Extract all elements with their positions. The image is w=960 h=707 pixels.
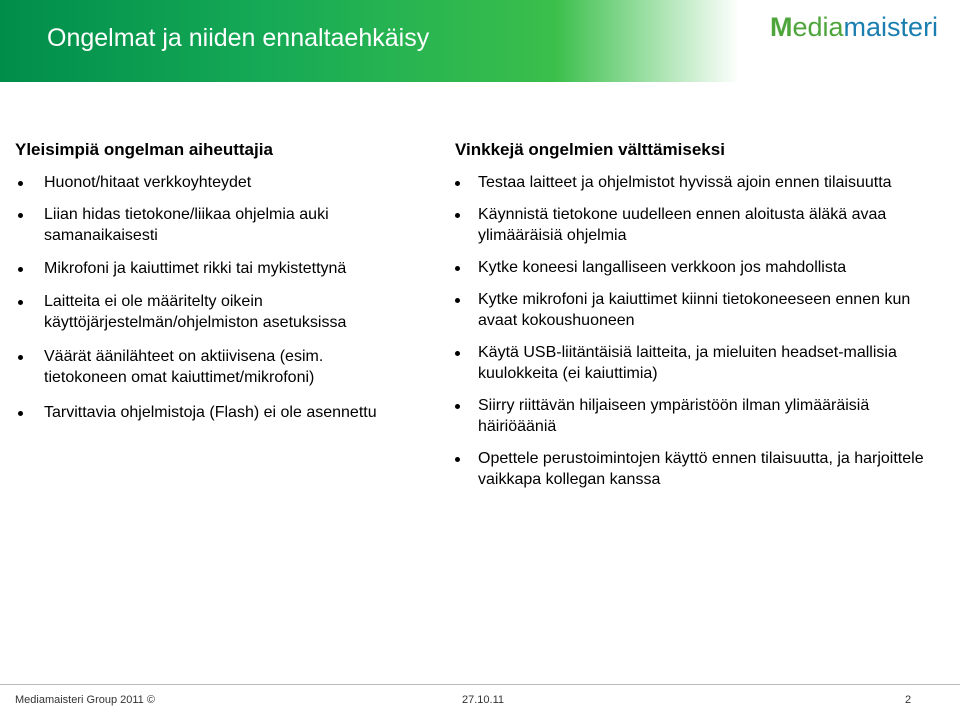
list-item-text: Siirry riittävän hiljaiseen ympäristöön ilman ylimääräisiä häiriöääniä	[478, 397, 870, 435]
list-item-text: Mikrofoni ja kaiuttimet rikki tai mykistettynä	[44, 260, 347, 277]
causes-list	[15, 172, 410, 423]
bullet-icon	[455, 266, 460, 271]
bullet-icon	[455, 351, 460, 356]
right-column-heading: Vinkkejä ongelmien välttämiseksi	[455, 140, 725, 159]
footer-page-number: 2	[905, 694, 912, 706]
list-item	[15, 258, 410, 279]
bullet-icon	[455, 457, 460, 462]
left-column	[15, 139, 410, 436]
footer-copyright: Mediamaisteri Group 2011 ©	[15, 694, 155, 706]
bullet-icon	[455, 298, 460, 303]
list-item	[455, 257, 935, 278]
list-item	[15, 204, 410, 246]
title-bar	[0, 0, 740, 82]
list-item-text: Käytä USB-liitäntäisiä laitteita, ja mieluiten headset-mallisia kuulokkeita (ei kaiuttimia)	[478, 344, 897, 382]
list-item	[15, 346, 410, 388]
right-column	[455, 139, 935, 501]
footer-divider	[0, 684, 960, 685]
mediamaisteri-logo	[770, 12, 938, 48]
list-item	[455, 172, 935, 193]
list-item	[15, 172, 410, 193]
list-item-text: Opettele perustoimintojen käyttö ennen tilaisuutta, ja harjoittele vaikkapa kollegan kanssa	[478, 450, 924, 488]
slide-title: Ongelmat ja niiden ennaltaehkäisy	[47, 24, 430, 52]
logo-letter-m: M	[770, 12, 793, 42]
list-item	[455, 204, 935, 246]
list-item-text: Testaa laitteet ja ohjelmistot hyvissä ajoin ennen tilaisuutta	[478, 174, 892, 191]
list-item	[455, 395, 935, 437]
bullet-icon	[18, 411, 23, 416]
list-item	[455, 448, 935, 490]
list-item-text: Tarvittavia ohjelmistoja (Flash) ei ole asennettu	[44, 404, 377, 421]
list-item-text: Käynnistä tietokone uudelleen ennen aloitusta äläkä avaa ylimääräisiä ohjelmia	[478, 206, 887, 244]
bullet-icon	[455, 181, 460, 186]
bullet-icon	[455, 404, 460, 409]
list-item	[455, 289, 935, 331]
list-item-text: Kytke mikrofoni ja kaiuttimet kiinni tietokoneeseen ennen kun avaat kokoushuoneen	[478, 291, 911, 329]
bullet-icon	[455, 213, 460, 218]
list-item	[15, 402, 410, 423]
list-item-text: Kytke koneesi langalliseen verkkoon jos mahdollista	[478, 259, 847, 276]
left-column-heading: Yleisimpiä ongelman aiheuttajia	[15, 140, 273, 159]
footer-date: 27.10.11	[462, 694, 505, 706]
list-item-text: Huonot/hitaat verkkoyhteydet	[44, 174, 252, 191]
list-item	[15, 291, 410, 333]
bullet-icon	[18, 181, 23, 186]
bullet-icon	[18, 267, 23, 272]
list-item-text: Laitteita ei ole määritelty oikein käyttöjärjestelmän/ohjelmiston asetuksissa	[44, 293, 347, 331]
logo-text-edia: edia	[792, 12, 844, 42]
list-item	[455, 342, 935, 384]
bullet-icon	[18, 213, 23, 218]
list-item-text: Liian hidas tietokone/liikaa ohjelmia auki samanaikaisesti	[44, 206, 329, 244]
bullet-icon	[18, 355, 23, 360]
list-item-text: Väärät äänilähteet on aktiivisena (esim. tietokoneen omat kaiuttimet/mikrofoni)	[44, 348, 324, 386]
tips-list	[455, 172, 935, 490]
bullet-icon	[18, 300, 23, 305]
logo-text-maisteri: maisteri	[843, 12, 939, 42]
